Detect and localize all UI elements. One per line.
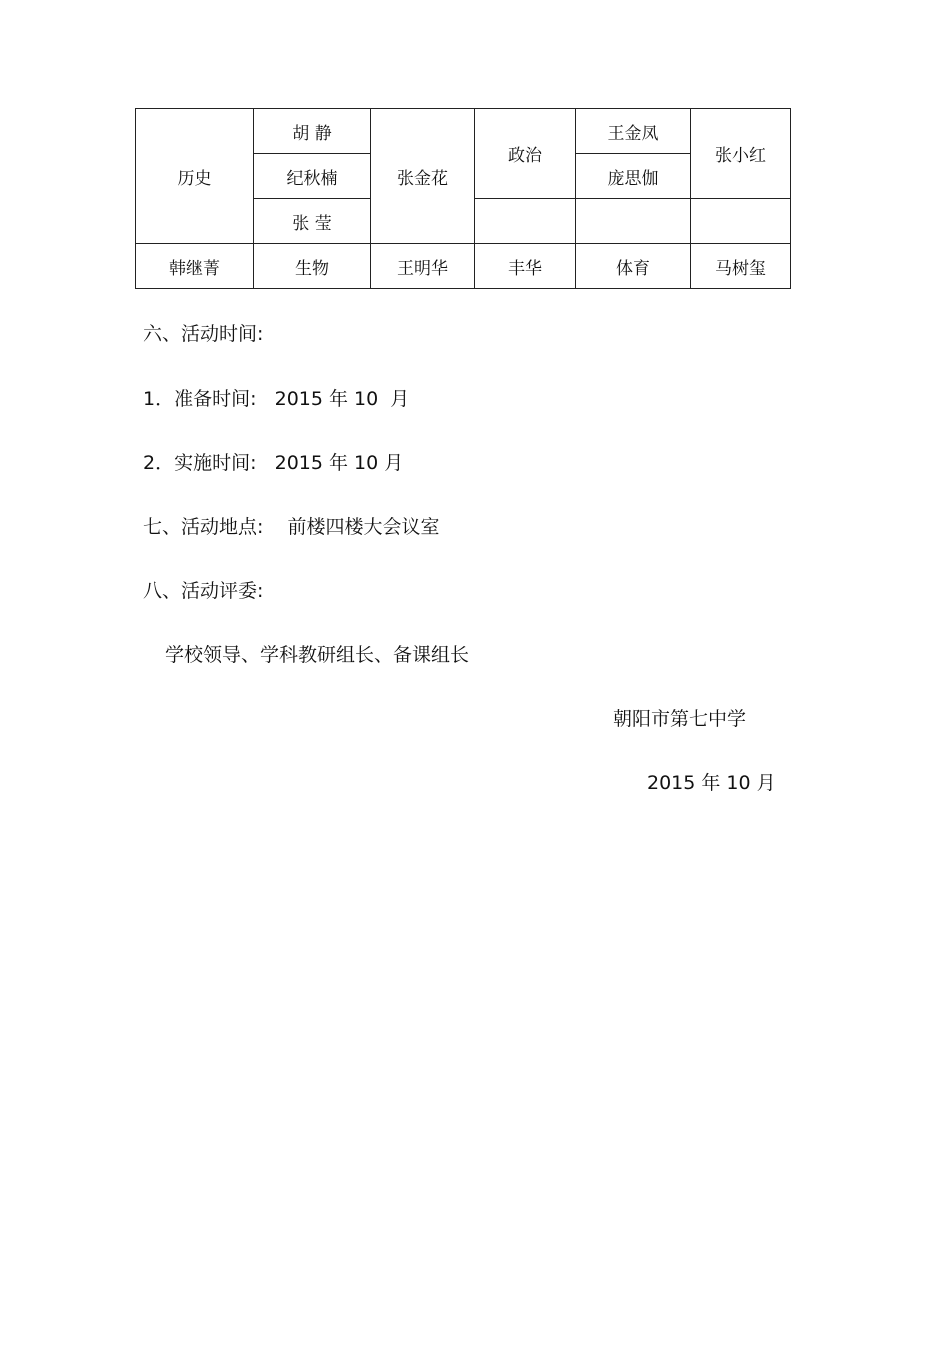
impl-time-line: 2．实施时间: 2015 年 10 月 (143, 452, 404, 474)
table-cell: 王明华 (371, 244, 475, 289)
table-cell: 马树玺 (691, 244, 791, 289)
table-cell: 张金花 (371, 109, 475, 244)
table-cell: 丰华 (475, 244, 576, 289)
table-cell: 生物 (254, 244, 371, 289)
table-cell-empty (475, 199, 576, 244)
judges-line: 学校领导、学科教研组长、备课组长 (165, 644, 470, 666)
table-cell: 庞思伽 (576, 154, 691, 199)
table-cell-empty (576, 199, 691, 244)
table-cell: 张小红 (691, 109, 791, 199)
table-row (136, 109, 791, 154)
time-heading: 六、活动时间: (143, 323, 264, 345)
table-cell: 胡 静 (254, 109, 371, 154)
teacher-assignment-table (135, 108, 791, 289)
location-line: 七、活动地点: 前楼四楼大会议室 (143, 516, 440, 538)
table-row (136, 244, 791, 289)
table-cell: 张 莹 (254, 199, 371, 244)
table-cell: 历史 (136, 109, 254, 244)
table-cell: 政治 (475, 109, 576, 199)
table-cell-empty (691, 199, 791, 244)
table-cell: 体育 (576, 244, 691, 289)
prep-time-line: 1．准备时间: 2015 年 10 月 (143, 388, 410, 410)
table-cell: 韩继菁 (136, 244, 254, 289)
table-cell: 纪秋楠 (254, 154, 371, 199)
table-cell: 王金凤 (576, 109, 691, 154)
signature-date: 2015 年 10 月 (647, 772, 776, 794)
judges-heading: 八、活动评委: (143, 580, 264, 602)
signature-school: 朝阳市第七中学 (613, 708, 747, 730)
